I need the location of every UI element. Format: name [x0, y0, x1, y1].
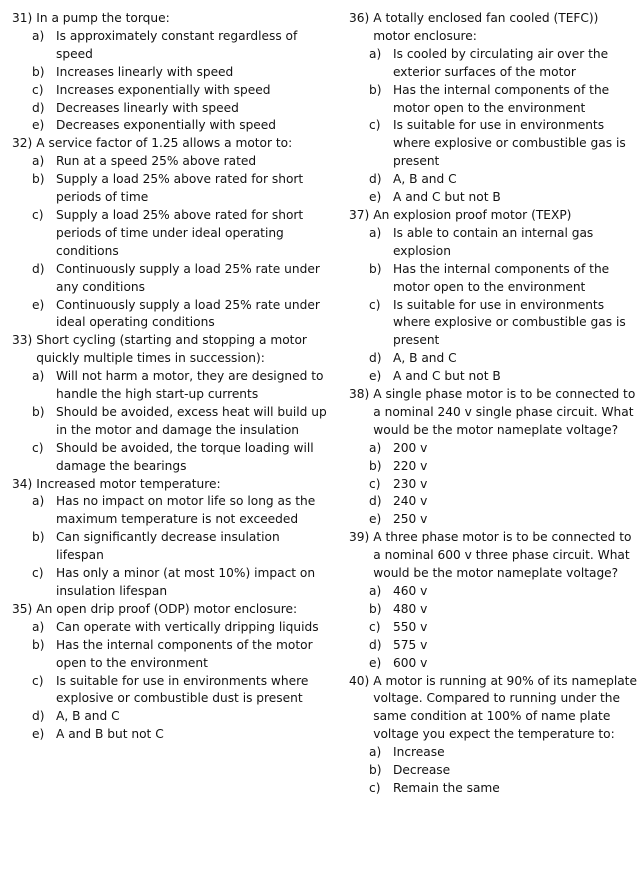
- option-c: [369, 297, 637, 351]
- option-text: Run at a speed 25% above rated: [56, 154, 257, 169]
- option-a: [32, 28, 327, 64]
- question-number: 35): [12, 601, 33, 616]
- option-list: [32, 28, 327, 135]
- question-35: [12, 601, 327, 744]
- option-c: [32, 673, 327, 709]
- option-a: [369, 225, 637, 261]
- question-number: 31): [12, 11, 33, 25]
- option-text: Remain the same: [393, 780, 500, 795]
- option-b: [369, 82, 637, 118]
- question-39: [349, 529, 637, 672]
- question-number: 38): [349, 387, 370, 402]
- option-b: [32, 637, 327, 673]
- option-letter: a): [32, 28, 45, 43]
- option-list: [32, 153, 327, 332]
- question-40: [349, 673, 637, 798]
- option-text: Decreases linearly with speed: [56, 100, 239, 115]
- option-text: 240 v: [393, 494, 428, 509]
- option-text: Is approximately constant regardless of speed: [56, 28, 298, 61]
- option-text: Continuously supply a load 25% rate under any conditions: [56, 261, 320, 294]
- option-list: [32, 619, 327, 744]
- option-letter: b): [32, 64, 45, 79]
- option-b: [369, 601, 637, 619]
- option-letter: c): [32, 82, 44, 97]
- question-text: A totally enclosed fan cooled (TEFC)) motor enclosure:: [373, 11, 599, 43]
- question-header: [12, 10, 327, 28]
- option-b: [32, 404, 327, 440]
- question-header: [12, 476, 327, 494]
- option-letter: d): [369, 637, 382, 652]
- option-a: [369, 583, 637, 601]
- option-list: [32, 493, 327, 600]
- option-text: A and C but not B: [393, 369, 501, 384]
- option-text: Is suitable for use in environments where explosive or combustible gas is present: [393, 118, 626, 169]
- option-d: [32, 708, 327, 726]
- option-d: [369, 637, 637, 655]
- question-32: [12, 135, 327, 332]
- question-number: 37): [349, 207, 370, 222]
- question-36: [349, 10, 637, 207]
- question-number: 32): [12, 136, 33, 151]
- option-letter: a): [32, 494, 45, 509]
- option-letter: c): [32, 207, 44, 222]
- question-header: [349, 10, 637, 46]
- option-letter: b): [32, 172, 45, 187]
- option-text: 480 v: [393, 601, 428, 616]
- question-text: A motor is running at 90% of its nameplate voltage. Compared to running under the same condition at 100% of name plate voltage you expect the temperature to:: [373, 673, 637, 742]
- option-letter: e): [369, 512, 382, 527]
- option-c: [369, 619, 637, 637]
- question-text: In a pump the torque:: [36, 11, 170, 25]
- question-text: Increased motor temperature:: [36, 476, 221, 491]
- option-c: [369, 780, 637, 798]
- option-letter: b): [369, 601, 382, 616]
- option-list: [369, 744, 637, 798]
- option-a: [369, 46, 637, 82]
- option-text: Can operate with vertically dripping liquids: [56, 619, 319, 634]
- option-text: Should be avoided, excess heat will build up in the motor and damage the insulation: [56, 404, 327, 437]
- option-c: [369, 117, 637, 171]
- option-letter: b): [32, 637, 45, 652]
- option-letter: e): [369, 655, 382, 670]
- option-text: 230 v: [393, 476, 428, 491]
- option-b: [369, 762, 637, 780]
- right-column: [349, 10, 637, 798]
- option-text: Continuously supply a load 25% rate under ideal operating conditions: [56, 297, 320, 330]
- option-text: Increase: [393, 745, 445, 760]
- option-a: [32, 368, 327, 404]
- option-letter: c): [369, 297, 381, 312]
- option-e: [369, 189, 637, 207]
- option-letter: e): [369, 190, 382, 205]
- option-c: [32, 207, 327, 261]
- option-letter: b): [369, 458, 382, 473]
- question-37: [349, 207, 637, 386]
- option-letter: c): [32, 566, 44, 581]
- option-letter: c): [369, 619, 381, 634]
- option-letter: d): [32, 261, 45, 276]
- option-e: [369, 511, 637, 529]
- option-e: [32, 726, 327, 744]
- option-letter: a): [32, 154, 45, 169]
- question-number: 36): [349, 11, 370, 25]
- option-text: 550 v: [393, 619, 428, 634]
- question-text: An explosion proof motor (TEXP): [373, 207, 572, 222]
- option-letter: b): [369, 261, 382, 276]
- option-text: Is able to contain an internal gas explosion: [393, 225, 594, 258]
- question-31: [12, 10, 327, 135]
- option-c: [32, 565, 327, 601]
- option-e: [32, 297, 327, 333]
- option-b: [369, 261, 637, 297]
- option-text: Is suitable for use in environments where explosive or combustible dust is present: [56, 673, 309, 706]
- option-list: [369, 225, 637, 386]
- option-text: A and B but not C: [56, 727, 164, 742]
- question-text: Short cycling (starting and stopping a motor quickly multiple times in succession):: [36, 333, 307, 366]
- option-b: [32, 529, 327, 565]
- option-text: Increases linearly with speed: [56, 64, 234, 79]
- option-letter: a): [369, 46, 382, 61]
- option-b: [369, 458, 637, 476]
- option-text: Will not harm a motor, they are designed to handle the high start-up currents: [56, 369, 324, 402]
- question-text: A single phase motor is to be connected to a nominal 240 v single phase circuit. What would be the motor nameplate voltage?: [373, 387, 636, 437]
- option-d: [369, 350, 637, 368]
- option-a: [369, 744, 637, 762]
- option-e: [369, 655, 637, 673]
- option-text: A, B and C: [56, 709, 120, 724]
- option-text: Can significantly decrease insulation lifespan: [56, 530, 280, 563]
- option-letter: b): [369, 763, 382, 778]
- option-text: Decreases exponentially with speed: [56, 118, 277, 133]
- option-text: Has the internal components of the motor open to the environment: [393, 82, 610, 115]
- option-text: A, B and C: [393, 172, 457, 187]
- option-text: 575 v: [393, 637, 428, 652]
- option-letter: c): [369, 780, 381, 795]
- option-b: [32, 171, 327, 207]
- question-header: [12, 332, 327, 368]
- question-number: 34): [12, 476, 33, 491]
- option-letter: b): [369, 82, 382, 97]
- option-text: Should be avoided, the torque loading will damage the bearings: [56, 440, 314, 473]
- option-c: [32, 82, 327, 100]
- option-text: 460 v: [393, 584, 428, 598]
- question-header: [12, 135, 327, 153]
- option-letter: a): [369, 745, 382, 760]
- option-letter: b): [32, 530, 45, 545]
- question-number: 39): [349, 530, 370, 545]
- question-header: [349, 386, 637, 440]
- question-34: [12, 476, 327, 601]
- option-letter: a): [369, 225, 382, 240]
- question-header: [349, 673, 637, 745]
- question-number: 40): [349, 673, 370, 688]
- option-letter: a): [369, 584, 382, 598]
- option-text: Supply a load 25% above rated for short periods of time: [56, 172, 304, 205]
- option-letter: d): [369, 351, 382, 366]
- option-text: Has no impact on motor life so long as the maximum temperature is not exceeded: [56, 494, 316, 527]
- option-text: 220 v: [393, 458, 428, 473]
- question-header: [349, 529, 637, 583]
- option-letter: d): [32, 709, 45, 724]
- option-text: Is suitable for use in environments where explosive or combustible gas is present: [393, 297, 626, 348]
- option-text: Has the internal components of the motor open to the environment: [56, 637, 313, 670]
- question-text: An open drip proof (ODP) motor enclosure:: [36, 601, 298, 616]
- option-text: 200 v: [393, 440, 428, 455]
- option-d: [32, 261, 327, 297]
- option-d: [369, 493, 637, 511]
- option-text: Increases exponentially with speed: [56, 82, 271, 97]
- option-letter: c): [369, 476, 381, 491]
- option-a: [369, 440, 637, 458]
- option-c: [32, 440, 327, 476]
- option-letter: c): [369, 118, 381, 133]
- option-text: 250 v: [393, 512, 428, 527]
- option-letter: d): [369, 172, 382, 187]
- question-number: 33): [12, 333, 33, 348]
- option-list: [369, 440, 637, 530]
- option-b: [32, 64, 327, 82]
- option-letter: e): [32, 118, 45, 133]
- option-letter: e): [32, 727, 45, 742]
- option-text: Has the internal components of the motor open to the environment: [393, 261, 610, 294]
- question-header: [12, 601, 327, 619]
- option-list: [32, 368, 327, 475]
- option-a: [32, 493, 327, 529]
- option-text: Supply a load 25% above rated for short periods of time under ideal operating conditions: [56, 207, 304, 258]
- option-letter: c): [32, 440, 44, 455]
- option-letter: d): [32, 100, 45, 115]
- option-text: Is cooled by circulating air over the exterior surfaces of the motor: [393, 46, 609, 79]
- option-e: [369, 368, 637, 386]
- left-column: [12, 10, 327, 744]
- option-letter: a): [32, 369, 45, 384]
- option-d: [32, 100, 327, 118]
- option-list: [369, 583, 637, 673]
- option-letter: b): [32, 404, 45, 419]
- option-e: [32, 117, 327, 135]
- question-header: [349, 207, 637, 225]
- question-33: [12, 332, 327, 475]
- option-letter: e): [369, 369, 382, 384]
- option-c: [369, 476, 637, 494]
- option-d: [369, 171, 637, 189]
- option-text: 600 v: [393, 655, 428, 670]
- option-letter: d): [369, 494, 382, 509]
- option-letter: c): [32, 673, 44, 688]
- option-list: [369, 46, 637, 207]
- question-text: A three phase motor is to be connected to a nominal 600 v three phase circuit. What would be the motor nameplate voltage?: [373, 530, 632, 581]
- option-letter: a): [369, 440, 382, 455]
- option-letter: a): [32, 619, 45, 634]
- option-text: A and C but not B: [393, 190, 501, 205]
- option-letter: e): [32, 297, 45, 312]
- option-a: [32, 619, 327, 637]
- question-text: A service factor of 1.25 allows a motor to:: [36, 136, 293, 151]
- option-text: Has only a minor (at most 10%) impact on insulation lifespan: [56, 566, 316, 598]
- option-text: A, B and C: [393, 351, 457, 366]
- option-text: Decrease: [393, 763, 451, 778]
- question-38: [349, 386, 637, 529]
- option-a: [32, 153, 327, 171]
